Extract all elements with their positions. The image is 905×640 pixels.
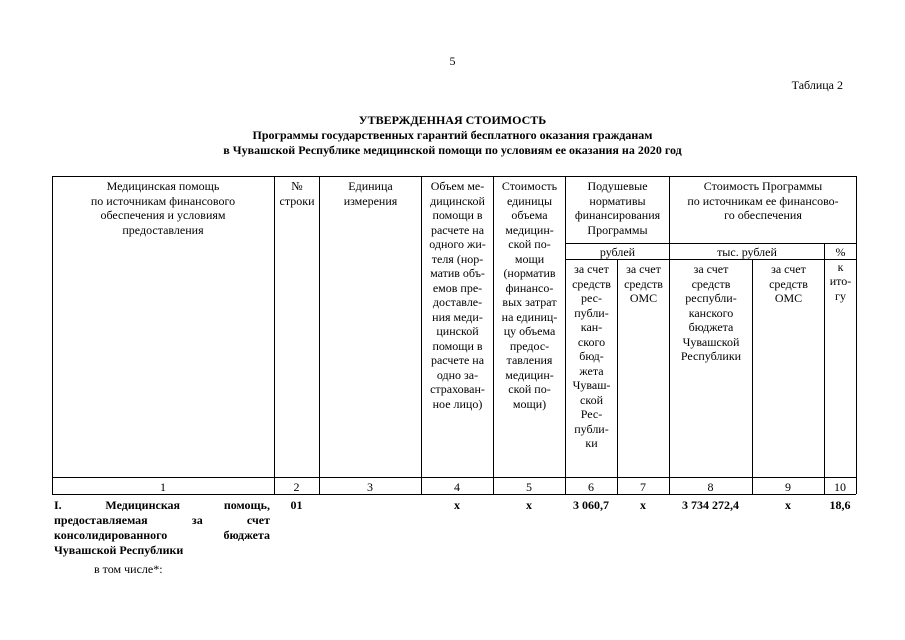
header-line-number: № строки bbox=[279, 179, 315, 208]
row-cost-republic: 3 734 272,4 bbox=[682, 498, 739, 512]
table-left-border bbox=[52, 176, 53, 494]
header-thousand-rubles: тыс. рублей bbox=[717, 245, 777, 259]
table-top-border bbox=[52, 176, 856, 177]
row-line-number: 01 bbox=[290, 498, 303, 512]
header-volume: Объем ме- дицинской помощи в расчете на одного жи- теля (нор- матив объ- емов пре- доставле- ния меди- цинской помощи в расчете на одно за- страхован- ное лицо) bbox=[429, 179, 486, 411]
col-divider-1 bbox=[274, 176, 275, 494]
header-per-capita-republic: за счет средств рес- публи- кан- ского бюд- жета Чуваш- ской Рес- публи- ки bbox=[572, 262, 611, 450]
header-per-capita-group: Подушевые нормативы финансирования Программы bbox=[574, 179, 661, 237]
column-number-5: 5 bbox=[526, 480, 532, 494]
header-bottom-border bbox=[52, 477, 856, 478]
document-title: УТВЕРЖДЕННАЯ СТОИМОСТЬ bbox=[358, 113, 547, 127]
document-subtitle-line2: в Чувашской Республике медицинской помощи по условиям ее оказания на 2020 год bbox=[223, 143, 682, 157]
column-number-8: 8 bbox=[707, 480, 714, 494]
row-unit-cost: х bbox=[526, 498, 532, 512]
row-cost-oms: х bbox=[785, 498, 791, 512]
column-number-4: 4 bbox=[454, 480, 460, 494]
table-right-border bbox=[856, 176, 857, 494]
row-label: I. Медицинская помощь, предоставляемая за счет консолидированного бюджета Чувашской Республики bbox=[54, 498, 270, 557]
header-subdivider bbox=[565, 243, 856, 244]
column-number-3: 3 bbox=[367, 480, 373, 494]
header-rubles: рублей bbox=[599, 245, 636, 259]
column-number-10: 10 bbox=[834, 480, 846, 494]
header-unit: Единица измерения bbox=[343, 179, 398, 208]
header-percent: % к ито- гу bbox=[829, 245, 852, 303]
column-number-6: 6 bbox=[588, 480, 594, 494]
header-per-capita-oms: за счет средств ОМС bbox=[624, 262, 663, 305]
column-number-7: 7 bbox=[640, 480, 646, 494]
column-numbers-bottom-border bbox=[52, 494, 856, 495]
row-volume: х bbox=[454, 498, 460, 512]
col-divider-2 bbox=[319, 176, 320, 494]
row-sublabel: в том числе*: bbox=[94, 562, 163, 576]
row-per-capita-republic: 3 060,7 bbox=[573, 498, 609, 512]
header-medical-care: Медицинская помощь по источникам финансового обеспечения и условиям предоставления bbox=[90, 179, 236, 237]
table-label: Таблица 2 bbox=[791, 78, 843, 92]
column-number-9: 9 bbox=[785, 480, 791, 494]
page-number: 5 bbox=[449, 54, 456, 68]
document-subtitle-line1: Программы государственных гарантий бесплатного оказания гражданам bbox=[252, 128, 653, 142]
column-number-2: 2 bbox=[293, 480, 300, 494]
header-cost-group: Стоимость Программы по источникам ее финансово- го обеспечения bbox=[687, 179, 839, 222]
header-cost-republic: за счет средств республи- канского бюджета Чувашской Республики bbox=[680, 262, 742, 363]
header-cost-oms: за счет средств ОМС bbox=[769, 262, 808, 305]
row-per-capita-oms: х bbox=[640, 498, 646, 512]
column-number-1: 1 bbox=[160, 480, 166, 494]
header-unit-cost: Стоимость единицы объема медицин- ской по- мощи (норматив финансо- вых затрат на единиц- цу объема предос- тавления медицин- ской по- мощи) bbox=[501, 179, 558, 411]
row-percent: 18,6 bbox=[829, 498, 851, 512]
